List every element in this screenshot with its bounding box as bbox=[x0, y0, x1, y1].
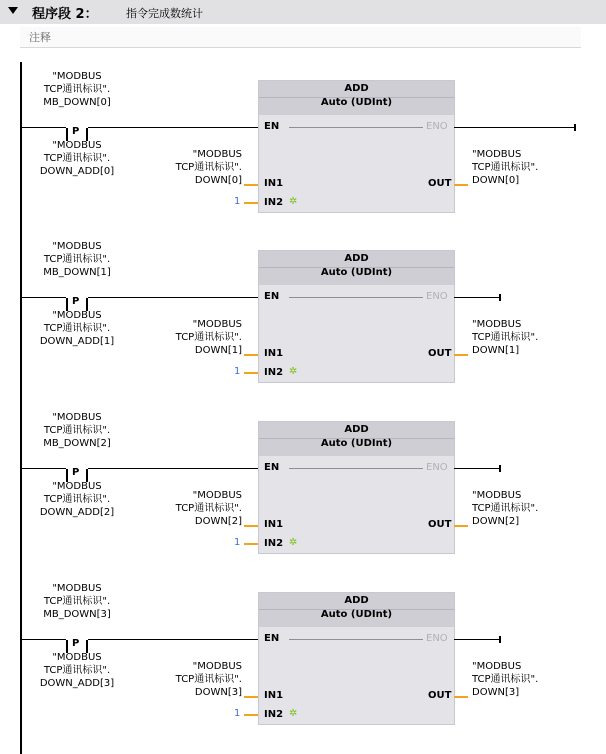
positive-edge-contact[interactable]: P bbox=[72, 467, 80, 478]
data-type-selector[interactable]: Auto (UDInt) bbox=[320, 97, 393, 108]
out-pin[interactable]: OUT bbox=[428, 519, 452, 530]
in1-pin[interactable]: IN1 bbox=[264, 178, 284, 189]
in2-constant[interactable]: 1 bbox=[234, 708, 241, 719]
rung-wire bbox=[22, 297, 66, 298]
contact-operand[interactable]: "MODBUS TCP通讯标识". MB_DOWN[1] bbox=[43, 241, 111, 278]
rung-wire bbox=[88, 639, 258, 640]
comment-label: 注释 bbox=[29, 31, 51, 44]
in1-operand[interactable]: "MODBUS TCP通讯标识". DOWN[1] bbox=[175, 319, 242, 356]
in1-pin[interactable]: IN1 bbox=[264, 519, 284, 530]
out-wire bbox=[454, 525, 468, 527]
add-instruction-box[interactable] bbox=[258, 592, 455, 725]
in2-constant[interactable]: 1 bbox=[234, 537, 241, 548]
in2-wire bbox=[244, 372, 258, 374]
out-wire bbox=[454, 696, 468, 698]
in1-pin[interactable]: IN1 bbox=[264, 690, 284, 701]
out-pin[interactable]: OUT bbox=[428, 178, 452, 189]
out-operand[interactable]: "MODBUS TCP通讯标识". DOWN[0] bbox=[472, 149, 539, 186]
eno-output-wire bbox=[454, 297, 499, 298]
positive-edge-contact[interactable]: P bbox=[72, 296, 80, 307]
rung-wire bbox=[22, 468, 66, 469]
instruction-name: ADD bbox=[344, 253, 369, 264]
ladder-network-1 bbox=[0, 238, 606, 408]
in2-constant[interactable]: 1 bbox=[234, 196, 241, 207]
network-header bbox=[0, 0, 606, 24]
edge-memory-operand[interactable]: "MODBUS TCP通讯标识". DOWN_ADD[2] bbox=[39, 481, 115, 518]
rung-wire bbox=[22, 127, 66, 128]
eno-output-wire bbox=[454, 639, 499, 640]
out-operand[interactable]: "MODBUS TCP通讯标识". DOWN[3] bbox=[472, 661, 539, 698]
contact-operand[interactable]: "MODBUS TCP通讯标识". MB_DOWN[2] bbox=[43, 412, 111, 449]
en-eno-line bbox=[289, 297, 423, 298]
box-header bbox=[259, 251, 454, 285]
eno-output-wire bbox=[454, 127, 574, 128]
contact-operand[interactable]: "MODBUS TCP通讯标识". MB_DOWN[3] bbox=[43, 583, 111, 620]
in2-wire bbox=[244, 543, 258, 545]
out-operand[interactable]: "MODBUS TCP通讯标识". DOWN[2] bbox=[472, 490, 539, 527]
out-pin[interactable]: OUT bbox=[428, 348, 452, 359]
add-instruction-box[interactable] bbox=[258, 421, 455, 554]
en-pin[interactable]: EN bbox=[264, 121, 280, 132]
box-header bbox=[259, 422, 454, 456]
edge-memory-operand[interactable]: "MODBUS TCP通讯标识". DOWN_ADD[3] bbox=[39, 652, 115, 689]
in1-operand[interactable]: "MODBUS TCP通讯标识". DOWN[0] bbox=[175, 149, 242, 186]
in2-pin[interactable]: IN2 bbox=[264, 197, 284, 208]
add-instruction-box[interactable] bbox=[258, 80, 455, 213]
sparkle-icon[interactable]: ✲ bbox=[289, 537, 298, 548]
eno-pin[interactable]: ENO bbox=[426, 121, 448, 132]
in2-pin[interactable]: IN2 bbox=[264, 538, 284, 549]
ladder-network-3 bbox=[0, 580, 606, 750]
edge-memory-operand[interactable]: "MODBUS TCP通讯标识". DOWN_ADD[1] bbox=[39, 310, 115, 347]
out-wire bbox=[454, 184, 468, 186]
in1-wire bbox=[244, 696, 258, 698]
chevron-down-icon[interactable] bbox=[8, 7, 18, 14]
instruction-name: ADD bbox=[344, 595, 369, 606]
en-pin[interactable]: EN bbox=[264, 291, 280, 302]
positive-edge-contact[interactable]: P bbox=[72, 638, 80, 649]
in1-operand[interactable]: "MODBUS TCP通讯标识". DOWN[3] bbox=[175, 661, 242, 698]
ladder-network-2 bbox=[0, 409, 606, 579]
contact-operand[interactable]: "MODBUS TCP通讯标识". MB_DOWN[0] bbox=[43, 71, 111, 108]
data-type-selector[interactable]: Auto (UDInt) bbox=[320, 267, 393, 278]
rung-end bbox=[574, 124, 576, 131]
data-type-selector[interactable]: Auto (UDInt) bbox=[320, 609, 393, 620]
out-pin[interactable]: OUT bbox=[428, 690, 452, 701]
data-type-selector[interactable]: Auto (UDInt) bbox=[320, 438, 393, 449]
in2-pin[interactable]: IN2 bbox=[264, 367, 284, 378]
sparkle-icon[interactable]: ✲ bbox=[289, 196, 298, 207]
comment-field[interactable] bbox=[20, 27, 581, 48]
eno-pin[interactable]: ENO bbox=[426, 291, 448, 302]
rung-wire bbox=[88, 127, 258, 128]
rung-wire bbox=[88, 468, 258, 469]
in1-wire bbox=[244, 525, 258, 527]
rung-wire bbox=[88, 297, 258, 298]
in1-wire bbox=[244, 184, 258, 186]
sparkle-icon[interactable]: ✲ bbox=[289, 366, 298, 377]
eno-pin[interactable]: ENO bbox=[426, 462, 448, 473]
in1-operand[interactable]: "MODBUS TCP通讯标识". DOWN[2] bbox=[175, 490, 242, 527]
network-title: 程序段 2： bbox=[32, 7, 98, 22]
eno-pin[interactable]: ENO bbox=[426, 633, 448, 644]
in2-wire bbox=[244, 202, 258, 204]
in2-wire bbox=[244, 714, 258, 716]
eno-output-wire bbox=[454, 468, 499, 469]
en-eno-line bbox=[289, 127, 423, 128]
ladder-network-0 bbox=[0, 68, 606, 238]
en-eno-line bbox=[289, 468, 423, 469]
box-header bbox=[259, 593, 454, 627]
in1-wire bbox=[244, 354, 258, 356]
instruction-name: ADD bbox=[344, 424, 369, 435]
instruction-name: ADD bbox=[344, 83, 369, 94]
rung-wire bbox=[22, 639, 66, 640]
en-pin[interactable]: EN bbox=[264, 633, 280, 644]
in1-pin[interactable]: IN1 bbox=[264, 348, 284, 359]
en-eno-line bbox=[289, 639, 423, 640]
positive-edge-contact[interactable]: P bbox=[72, 126, 80, 137]
rung-end bbox=[499, 465, 501, 472]
network-subtitle[interactable]: 指令完成数统计 bbox=[126, 7, 203, 20]
rung-end bbox=[499, 636, 501, 643]
out-wire bbox=[454, 354, 468, 356]
edge-memory-operand[interactable]: "MODBUS TCP通讯标识". DOWN_ADD[0] bbox=[39, 140, 115, 177]
en-pin[interactable]: EN bbox=[264, 462, 280, 473]
out-operand[interactable]: "MODBUS TCP通讯标识". DOWN[1] bbox=[472, 319, 539, 356]
add-instruction-box[interactable] bbox=[258, 250, 455, 383]
in2-constant[interactable]: 1 bbox=[234, 366, 241, 377]
box-header bbox=[259, 81, 454, 115]
sparkle-icon[interactable]: ✲ bbox=[289, 708, 298, 719]
rung-end bbox=[499, 294, 501, 301]
in2-pin[interactable]: IN2 bbox=[264, 709, 284, 720]
